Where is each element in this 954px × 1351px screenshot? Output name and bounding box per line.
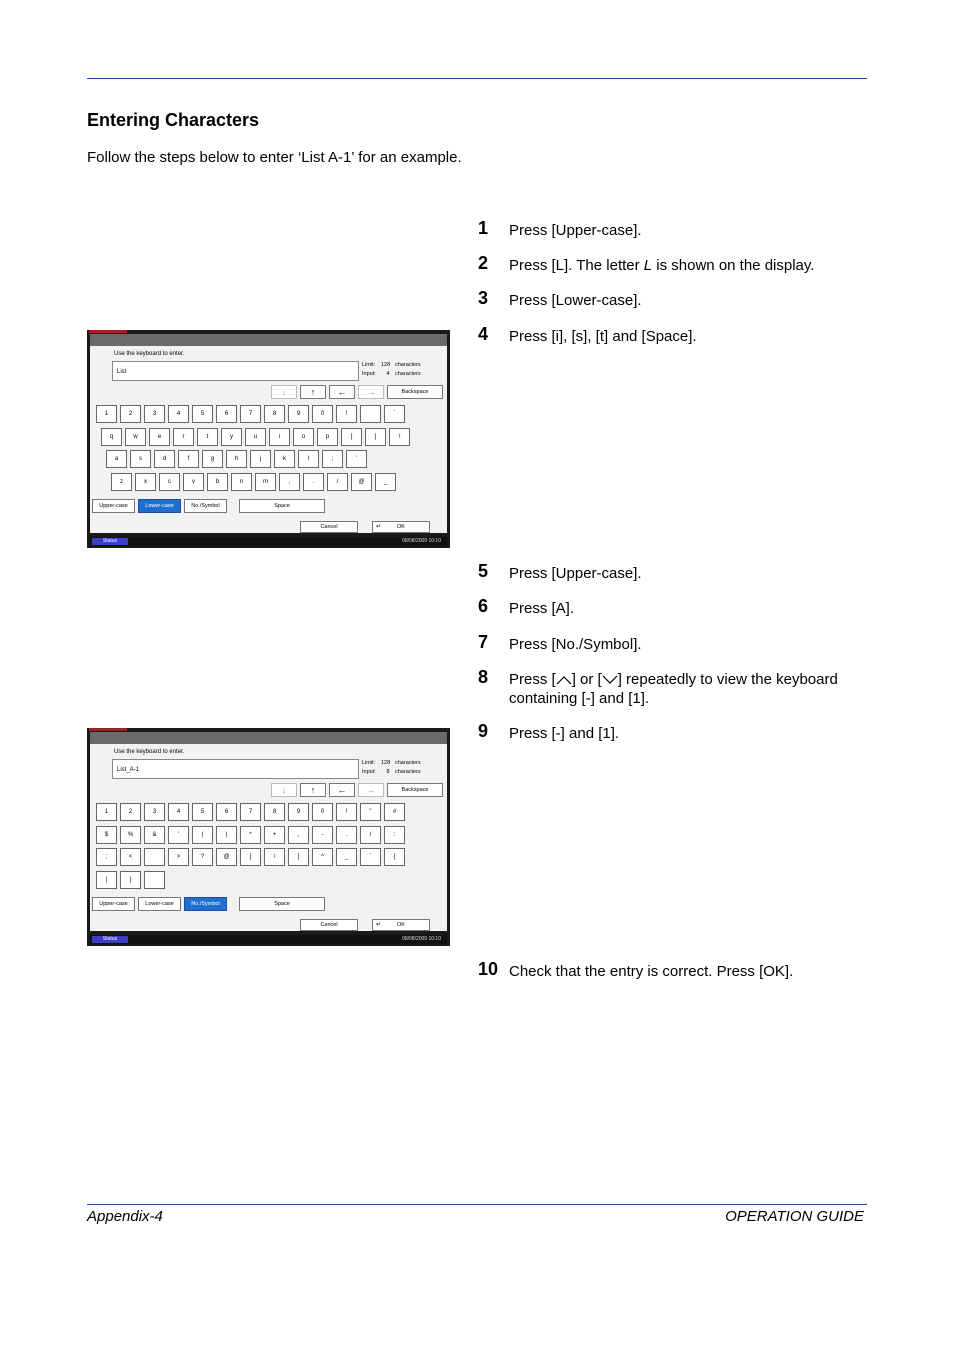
keyboard-key[interactable]: # (384, 803, 405, 821)
step-text (509, 256, 869, 275)
step-number: 8 (478, 667, 489, 687)
step-text-part: Press [L]. The letter (509, 257, 644, 274)
step-number: 5 (478, 561, 489, 581)
step-text: Press [Upper-case]. (509, 222, 642, 239)
scroll-down-button[interactable]: ↓ (271, 385, 297, 399)
keyboard-key[interactable]: \ (389, 428, 410, 446)
upper-case-button[interactable]: Upper-case (92, 897, 135, 911)
status-button[interactable]: Status (92, 936, 128, 943)
step-text: Press [Upper-case]. (509, 565, 642, 582)
keyboard-key[interactable]: & (144, 826, 165, 844)
keyboard-key[interactable]: . (336, 826, 357, 844)
step-text (509, 670, 869, 708)
cursor-right-button[interactable]: → (358, 783, 384, 797)
footer-page-label: Appendix-4 (87, 1208, 163, 1225)
keyboard-key[interactable]: r (173, 428, 194, 446)
prompt-text: Use the keyboard to enter. (114, 749, 185, 755)
scroll-up-button[interactable]: ↑ (300, 385, 326, 399)
keyboard-key[interactable]: 2 (120, 803, 141, 821)
keyboard-key[interactable]: ' (168, 826, 189, 844)
keyboard-key[interactable]: m (255, 473, 276, 491)
keyboard-key[interactable]: k (274, 450, 295, 468)
keyboard-key[interactable]: p (317, 428, 338, 446)
input-unit: characters (395, 371, 421, 377)
keyboard-key[interactable]: y (221, 428, 242, 446)
panel-accent (89, 330, 127, 333)
keyboard-key[interactable]: 9 (288, 405, 309, 423)
step-number: 6 (478, 596, 489, 616)
limit-label: Limit: (362, 362, 376, 368)
keyboard-key[interactable]: ` (360, 848, 381, 866)
keyboard-key[interactable]: " (360, 803, 381, 821)
panel-screen (90, 744, 447, 931)
keyboard-key[interactable]: ; (96, 848, 117, 866)
keyboard-key[interactable]: , (288, 826, 309, 844)
keyboard-key[interactable]: ] (288, 848, 309, 866)
status-bar (90, 537, 447, 546)
panel-title-bar (90, 334, 447, 346)
date-time: 08/08/2009 10:10 (402, 538, 441, 544)
keyboard-key[interactable]: ^ (312, 848, 333, 866)
keyboard-key[interactable]: x (135, 473, 156, 491)
cursor-left-button[interactable]: ← (329, 385, 355, 399)
step-text-emphasis: L (643, 257, 653, 274)
no-symbol-button[interactable]: No./Symbol (184, 499, 227, 513)
keyboard-key[interactable]: @ (216, 848, 237, 866)
keyboard-key[interactable]: \ (264, 848, 285, 866)
keyboard-key[interactable]: 5 (192, 803, 213, 821)
space-button[interactable]: Space (239, 499, 325, 513)
keyboard-key[interactable]: c (159, 473, 180, 491)
keyboard-key[interactable]: [ (240, 848, 261, 866)
step-text: Press [-] and [1]. (509, 725, 620, 742)
limit-unit: characters (395, 362, 421, 368)
section-heading: Entering Characters (87, 110, 260, 130)
input-unit: characters (395, 769, 421, 775)
keyboard-key[interactable]: v (183, 473, 204, 491)
keyboard-key[interactable] (360, 405, 381, 423)
step-number: 3 (478, 288, 489, 308)
input-value: 4 (386, 371, 390, 377)
scroll-up-button[interactable]: ↑ (300, 783, 326, 797)
keyboard-screen-symbol (87, 728, 450, 946)
keyboard-key[interactable]: u (245, 428, 266, 446)
keyboard-key[interactable]: 8 (264, 405, 285, 423)
ok-button[interactable] (372, 919, 430, 931)
input-label: Input: (362, 769, 376, 775)
step-text: Press [A]. (509, 600, 575, 617)
cursor-left-button[interactable]: ← (329, 783, 355, 797)
keyboard-key[interactable]: | (96, 871, 117, 889)
keyboard-key[interactable]: 4 (168, 803, 189, 821)
keyboard-key[interactable]: o (293, 428, 314, 446)
step-text-part: is shown on the display. (652, 257, 815, 274)
space-button[interactable]: Space (239, 897, 325, 911)
entry-field[interactable]: List_A-1 (112, 759, 359, 779)
keyboard-key[interactable]: 1 (96, 405, 117, 423)
keyboard-key[interactable]: / (327, 473, 348, 491)
step-text: Check that the entry is correct. Press [OK]. (509, 963, 794, 980)
step-text: Press [No./Symbol]. (509, 636, 642, 653)
keyboard-key[interactable]: + (264, 826, 285, 844)
step-text-part: ] repeatedly to view the keyboard containing [-] and [1]. (509, 671, 838, 707)
enter-icon: ↵ (376, 922, 382, 928)
keyboard-key[interactable] (144, 848, 165, 866)
keyboard-key[interactable]: / (360, 826, 381, 844)
keyboard-key[interactable]: 6 (216, 405, 237, 423)
keyboard-key[interactable]: @ (351, 473, 372, 491)
ok-button[interactable] (372, 521, 430, 533)
date-time: 08/08/2009 10:10 (402, 936, 441, 942)
keyboard-key[interactable]: h (226, 450, 247, 468)
cancel-button[interactable]: Cancel (300, 919, 358, 931)
header-rule (87, 78, 867, 79)
step-number: 9 (478, 721, 489, 741)
keyboard-key[interactable]: 6 (216, 803, 237, 821)
step-number: 2 (478, 253, 489, 273)
char-limit-info (362, 361, 421, 379)
keyboard-key[interactable]: a (106, 450, 127, 468)
step-number: 7 (478, 632, 489, 652)
keyboard-key[interactable]: _ (336, 848, 357, 866)
keyboard-key[interactable]: > (168, 848, 189, 866)
keyboard-key[interactable]: 4 (168, 405, 189, 423)
step-number: 1 (478, 218, 489, 238)
keyboard-key[interactable]: , (279, 473, 300, 491)
keyboard-key[interactable]: . (303, 473, 324, 491)
keyboard-key[interactable]: ( (192, 826, 213, 844)
panel-accent (89, 728, 127, 731)
keyboard-key[interactable]: 2 (120, 405, 141, 423)
limit-value: 128 (381, 362, 391, 368)
panel-title-bar (90, 732, 447, 744)
keyboard-screen-lowercase (87, 330, 450, 548)
backspace-button[interactable]: Backspace (387, 385, 443, 399)
lower-case-button[interactable]: Lower-case (138, 499, 181, 513)
keyboard-key[interactable]: } (120, 871, 141, 889)
step-number: 10 (478, 959, 499, 979)
status-bar (90, 935, 447, 944)
ok-label: OK (397, 922, 405, 928)
keyboard-key[interactable]: j (250, 450, 271, 468)
upper-case-button[interactable]: Upper-case (92, 499, 135, 513)
limit-value: 128 (381, 760, 391, 766)
keyboard-key[interactable]: { (384, 848, 405, 866)
keyboard-key[interactable]: < (120, 848, 141, 866)
keyboard-key[interactable]: - (312, 826, 333, 844)
intro-text: Follow the steps below to enter ‘List A-1’ for an example. (87, 149, 462, 166)
keyboard-key[interactable]: b (207, 473, 228, 491)
footer-rule (87, 1204, 867, 1205)
keyboard-key[interactable]: 0 (312, 803, 333, 821)
chevron-up-icon (556, 675, 572, 685)
input-value: 8 (386, 769, 390, 775)
enter-icon: ↵ (376, 524, 382, 530)
keyboard-key[interactable]: $ (96, 826, 117, 844)
keyboard-key[interactable]: 9 (288, 803, 309, 821)
footer-guide-title: OPERATION GUIDE (725, 1208, 864, 1225)
status-button[interactable]: Status (92, 538, 128, 545)
keyboard-key[interactable]: ? (192, 848, 213, 866)
keyboard-key[interactable]: n (231, 473, 252, 491)
panel-screen (90, 346, 447, 533)
keyboard-key[interactable]: : (384, 826, 405, 844)
keyboard-key[interactable]: 8 (264, 803, 285, 821)
keyboard-key[interactable]: [ (341, 428, 362, 446)
keyboard-key[interactable]: e (149, 428, 170, 446)
prompt-text: Use the keyboard to enter. (114, 351, 185, 357)
keyboard-key[interactable]: z (111, 473, 132, 491)
keyboard-key[interactable]: 7 (240, 405, 261, 423)
lower-case-button[interactable]: Lower-case (138, 897, 181, 911)
keyboard-key[interactable]: g (202, 450, 223, 468)
keyboard-key[interactable]: 7 (240, 803, 261, 821)
keyboard-key[interactable]: % (120, 826, 141, 844)
keyboard-key[interactable]: 3 (144, 405, 165, 423)
limit-label: Limit: (362, 760, 376, 766)
input-label: Input: (362, 371, 376, 377)
keyboard-key[interactable]: f (178, 450, 199, 468)
limit-unit: characters (395, 760, 421, 766)
step-text: Press [i], [s], [t] and [Space]. (509, 328, 697, 345)
keyboard-key[interactable]: w (125, 428, 146, 446)
keyboard-key[interactable]: 1 (96, 803, 117, 821)
keyboard-key[interactable]: l (298, 450, 319, 468)
chevron-down-icon (602, 675, 618, 685)
no-symbol-button[interactable]: No./Symbol (184, 897, 227, 911)
keyboard-key[interactable]: 3 (144, 803, 165, 821)
keyboard-key[interactable]: s (130, 450, 151, 468)
keyboard-key[interactable]: ' (346, 450, 367, 468)
keyboard-key[interactable]: i (269, 428, 290, 446)
keyboard-key[interactable]: q (101, 428, 122, 446)
keyboard-key[interactable]: ! (336, 405, 357, 423)
step-text-part: ] or [ (571, 671, 602, 688)
ok-label: OK (397, 524, 405, 530)
cursor-right-button[interactable]: → (358, 385, 384, 399)
entry-field[interactable]: List (112, 361, 359, 381)
keyboard-key[interactable] (144, 871, 165, 889)
keyboard-key[interactable]: _ (375, 473, 396, 491)
scroll-down-button[interactable]: ↓ (271, 783, 297, 797)
keyboard-key[interactable]: ; (322, 450, 343, 468)
keyboard-key[interactable]: t (197, 428, 218, 446)
step-text: Press [Lower-case]. (509, 292, 642, 309)
backspace-button[interactable]: Backspace (387, 783, 443, 797)
cancel-button[interactable]: Cancel (300, 521, 358, 533)
keyboard-key[interactable]: 0 (312, 405, 333, 423)
keyboard-key[interactable]: ] (365, 428, 386, 446)
keyboard-key[interactable]: * (240, 826, 261, 844)
char-limit-info (362, 759, 421, 777)
step-number: 4 (478, 324, 489, 344)
step-text-part: Press [ (509, 671, 556, 688)
keyboard-key[interactable]: ) (216, 826, 237, 844)
keyboard-key[interactable]: ` (384, 405, 405, 423)
keyboard-key[interactable]: d (154, 450, 175, 468)
keyboard-key[interactable]: 5 (192, 405, 213, 423)
keyboard-key[interactable]: ! (336, 803, 357, 821)
